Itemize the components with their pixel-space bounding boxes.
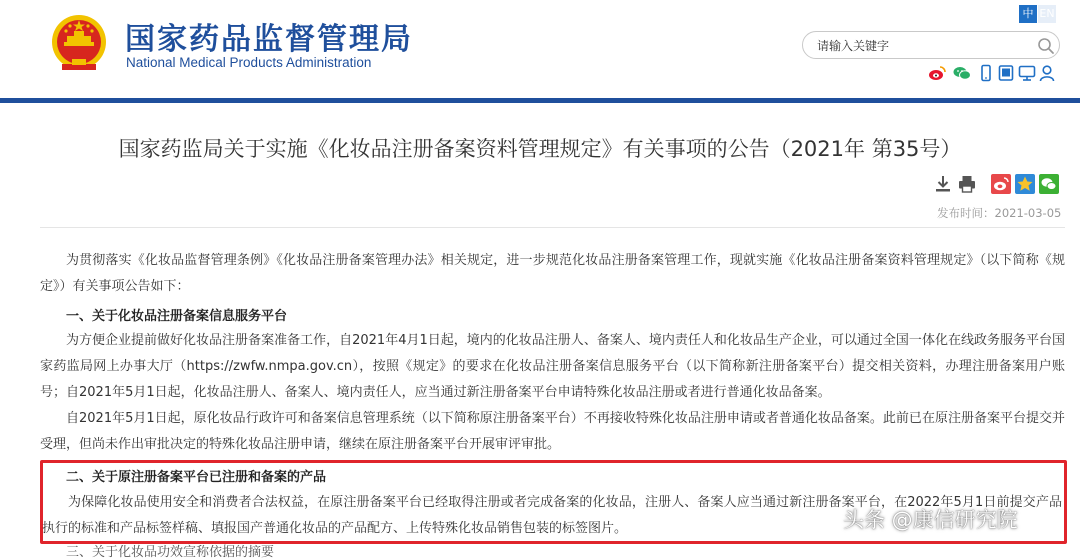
section2-heading: 二、关于原注册备案平台已注册和备案的产品 (66, 470, 327, 485)
intro-paragraph: 为贯彻落实《化妆品监督管理条例》《化妆品注册备案管理办法》相关规定，进一步规范化妆品注册备案管理工作，现就实施《化妆品注册备案资料管理规定》（以下简称《规定》）有关事项公告如下： (40, 253, 1065, 294)
download-icon[interactable] (933, 174, 953, 194)
tablet-icon[interactable] (997, 64, 1015, 82)
user-icon[interactable] (1038, 64, 1056, 82)
social-icons (928, 64, 1058, 84)
search-input[interactable] (817, 37, 1027, 55)
comment-icon[interactable] (1018, 64, 1036, 82)
weibo-icon[interactable] (928, 64, 946, 82)
site-title-en[interactable]: National Medical Products Administration (126, 55, 372, 70)
lang-cn-button[interactable]: 中 (1019, 5, 1037, 23)
section1-heading: 一、关于化妆品注册备案信息服务平台 (66, 309, 288, 324)
site-header (0, 0, 1080, 98)
site-title-cn[interactable]: 国家药品监督管理局 (125, 22, 413, 57)
mobile-icon[interactable] (977, 64, 995, 82)
watermark: 头条 @康信研究院 (843, 508, 1018, 532)
article-tools (930, 172, 1065, 196)
share-weibo-icon[interactable] (991, 174, 1011, 194)
print-icon[interactable] (957, 174, 977, 194)
article-title: 国家药监局关于实施《化妆品注册备案资料管理规定》有关事项的公告（2021年 第35号） (118, 137, 962, 161)
lang-en-button[interactable]: EN (1038, 5, 1056, 23)
header-rule (0, 98, 1080, 103)
search-box (802, 31, 1060, 59)
national-emblem-icon[interactable] (50, 12, 108, 74)
share-qzone-icon[interactable] (1015, 174, 1035, 194)
share-wechat-icon[interactable] (1039, 174, 1059, 194)
section1-paragraph1: 为方便企业提前做好化妆品注册备案准备工作，自2021年4月1日起，境内的化妆品注册人、备案人、境内责任人和化妆品生产企业，可以通过全国一体化在线政务服务平台国家药监局网上办事大厅（https://zwfw.nmpa.gov.cn），按照《规定》的要求在化妆品注册备案信息服务平台（以下简称新注册备案平台）提交相关资料，办理注册备案用户账号；自2021年5月1日起，化妆品注册人、备案人、境内责任人，应当通过新注册备案平台申请特殊化妆品注册或者进行普通化妆品备案。 (40, 333, 1065, 400)
next-section-heading-partial: 三、关于化妆品功效宣称依据的摘要 (66, 545, 275, 560)
section1-paragraph2: 自2021年5月1日起，原化妆品行政许可和备案信息管理系统（以下简称原注册备案平台）不再接收特殊化妆品注册申请或者普通化妆品备案。此前已在原注册备案平台提交并受理，但尚未作出审批决定的特殊化妆品注册申请，继续在原注册备案平台开展审评审批。 (40, 411, 1065, 452)
search-icon[interactable] (1037, 37, 1055, 55)
publish-date: 2021-03-05 (994, 206, 1062, 220)
publish-label: 发布时间： (937, 206, 995, 220)
wechat-icon[interactable] (953, 64, 971, 82)
publish-time (937, 205, 1061, 221)
section2-paragraph1: 为保障化妆品使用安全和消费者合法权益，在原注册备案平台已经取得注册或者完成备案的化妆品，注册人、备案人应当通过新注册备案平台，在2022年5月1日前提交产品执行的标准和产品标签样稿、填报国产普通化妆品的产品配方、上传特殊化妆品销售包装的标签图片。 (42, 495, 1062, 536)
title-divider (40, 227, 1065, 228)
